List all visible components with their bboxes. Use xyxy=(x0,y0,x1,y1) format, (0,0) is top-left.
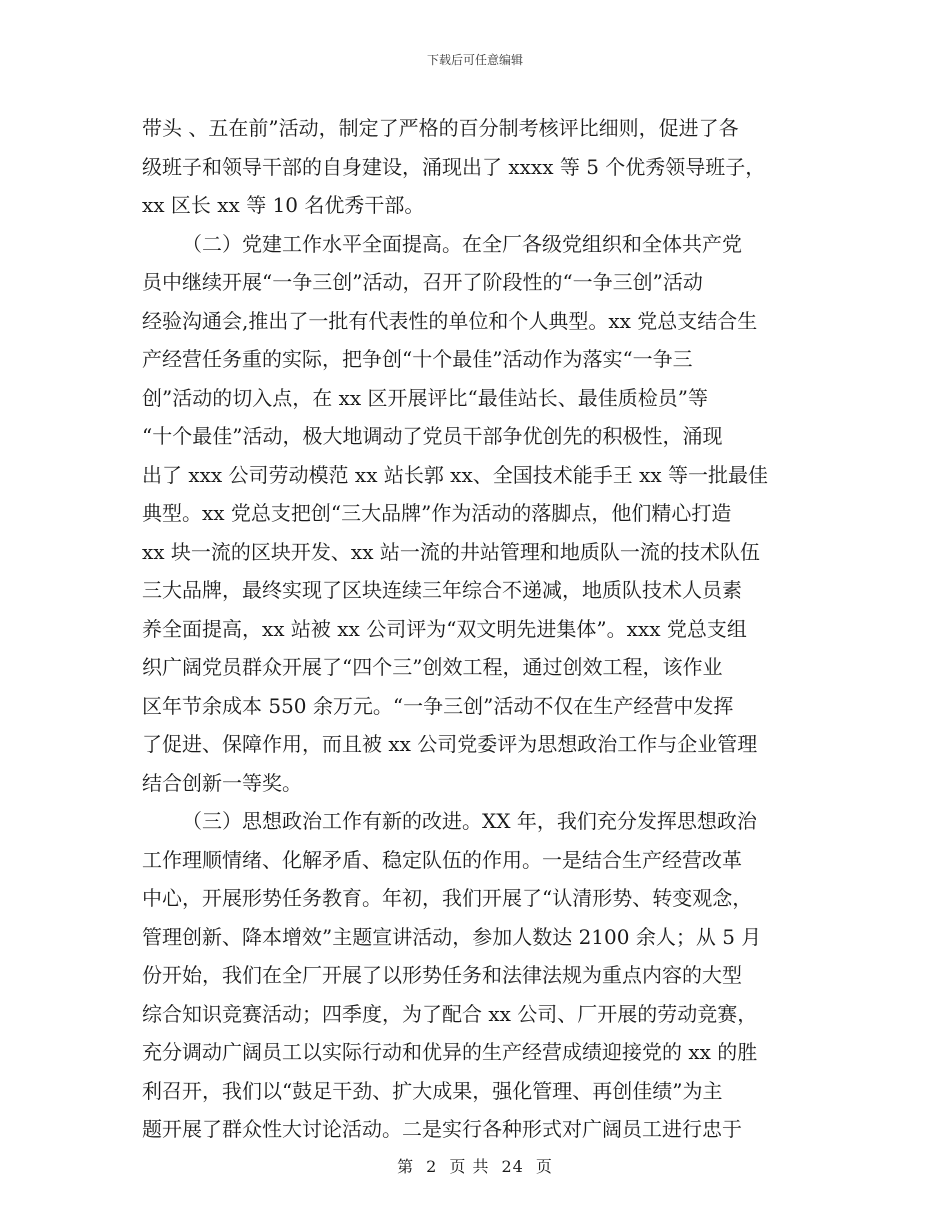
page-header: 下载后可任意编辑 xyxy=(426,53,523,67)
body-text-line: 份开始，我们在全厂开展了以形势任务和法律法规为重点内容的大型 xyxy=(142,963,742,987)
body-text-line: 题开展了群众性大讨论活动。二是实行各种形式对广阔员工进行忠于 xyxy=(142,1117,742,1141)
footer-suffix: 页 xyxy=(535,1157,553,1176)
body-text-line: 产经营任务重的实际，把争创“十个最佳”活动作为落实“一争三 xyxy=(142,347,693,371)
body-text-line: 利召开，我们以“鼓足干劲、扩大成果，强化管理、再创佳绩”为主 xyxy=(142,1078,723,1103)
footer-total-pages: 24 xyxy=(501,1157,524,1176)
body-text-line: 养全面提高，xx 站被 xx 公司评为“双文明先进集体”。xxx 党总支组 xyxy=(142,616,747,641)
body-text-line: 三大品牌，最终实现了区块连续三年综合不递减，地质队技术人员素 xyxy=(142,578,742,602)
body-text-line: 级班子和领导干部的自身建设，涌现出了 xxxx 等 5 个优秀领导班子， xyxy=(142,154,766,179)
page-footer xyxy=(0,1156,950,1178)
body-text-line: 区年节余成本 550 余万元。“一争三创”活动不仅在生产经营中发挥 xyxy=(142,693,734,718)
body-text-line: 管理创新、降本增效”主题宣讲活动，参加人数达 2100 余人；从 5 月 xyxy=(142,924,762,949)
body-text-line: （二）党建工作水平全面提高。在全厂各级党组织和全体共产党 xyxy=(182,231,742,256)
footer-page-number: 2 xyxy=(426,1157,438,1176)
body-text-line: 经验沟通会,推出了一批有代表性的单位和个人典型。xx 党总支结合生 xyxy=(142,308,758,333)
body-text-line: “十个最佳”活动，极大地调动了党员干部争优创先的积极性，涌现 xyxy=(142,424,723,448)
body-text-line: 带头 、五在前”活动，制定了严格的百分制考核评比细则，促进了各 xyxy=(142,116,739,140)
document-body xyxy=(142,109,812,1149)
footer-middle: 页 共 xyxy=(449,1157,490,1176)
body-text-line: 出了 xxx 公司劳动模范 xx 站长郭 xx、全国技术能手王 xx 等一批最佳 xyxy=(142,462,769,487)
body-text-line: xx 块一流的区块开发、xx 站一流的井站管理和地质队一流的技术队伍 xyxy=(142,539,760,564)
body-text-line: （三）思想政治工作有新的改进。XX 年，我们充分发挥思想政治 xyxy=(182,809,757,833)
body-text-line: 典型。xx 党总支把创“三大品牌”作为活动的落脚点，他们精心打造 xyxy=(142,501,732,525)
body-text-line: 织广阔党员群众开展了“四个三”创效工程，通过创效工程，该作业 xyxy=(142,655,723,679)
footer-prefix: 第 xyxy=(397,1157,415,1176)
body-text-line: 员中继续开展“一争三创”活动，召开了阶段性的“一争三创”活动 xyxy=(142,270,703,294)
body-text-line: 了促进、保障作用，而且被 xx 公司党委评为思想政治工作与企业管理 xyxy=(142,732,758,756)
body-text-line: 充分调动广阔员工以实际行动和优异的生产经营成绩迎接党的 xx 的胜 xyxy=(142,1040,758,1064)
body-text-line: 创”活动的切入点，在 xx 区开展评比“最佳站长、最佳质检员”等 xyxy=(142,385,708,410)
body-text-line: 中心，开展形势任务教育。年初，我们开展了“认清形势、转变观念， xyxy=(142,886,753,910)
body-text-line: xx 区长 xx 等 10 名优秀干部。 xyxy=(142,193,425,217)
body-text-line: 工作理顺情绪、化解矛盾、稳定队伍的作用。一是结合生产经营改革 xyxy=(142,847,742,872)
body-text-line: 结合创新一等奖。 xyxy=(142,770,302,795)
body-text-line: 综合知识竞赛活动；四季度，为了配合 xx 公司、厂开展的劳动竞赛， xyxy=(142,1001,758,1026)
